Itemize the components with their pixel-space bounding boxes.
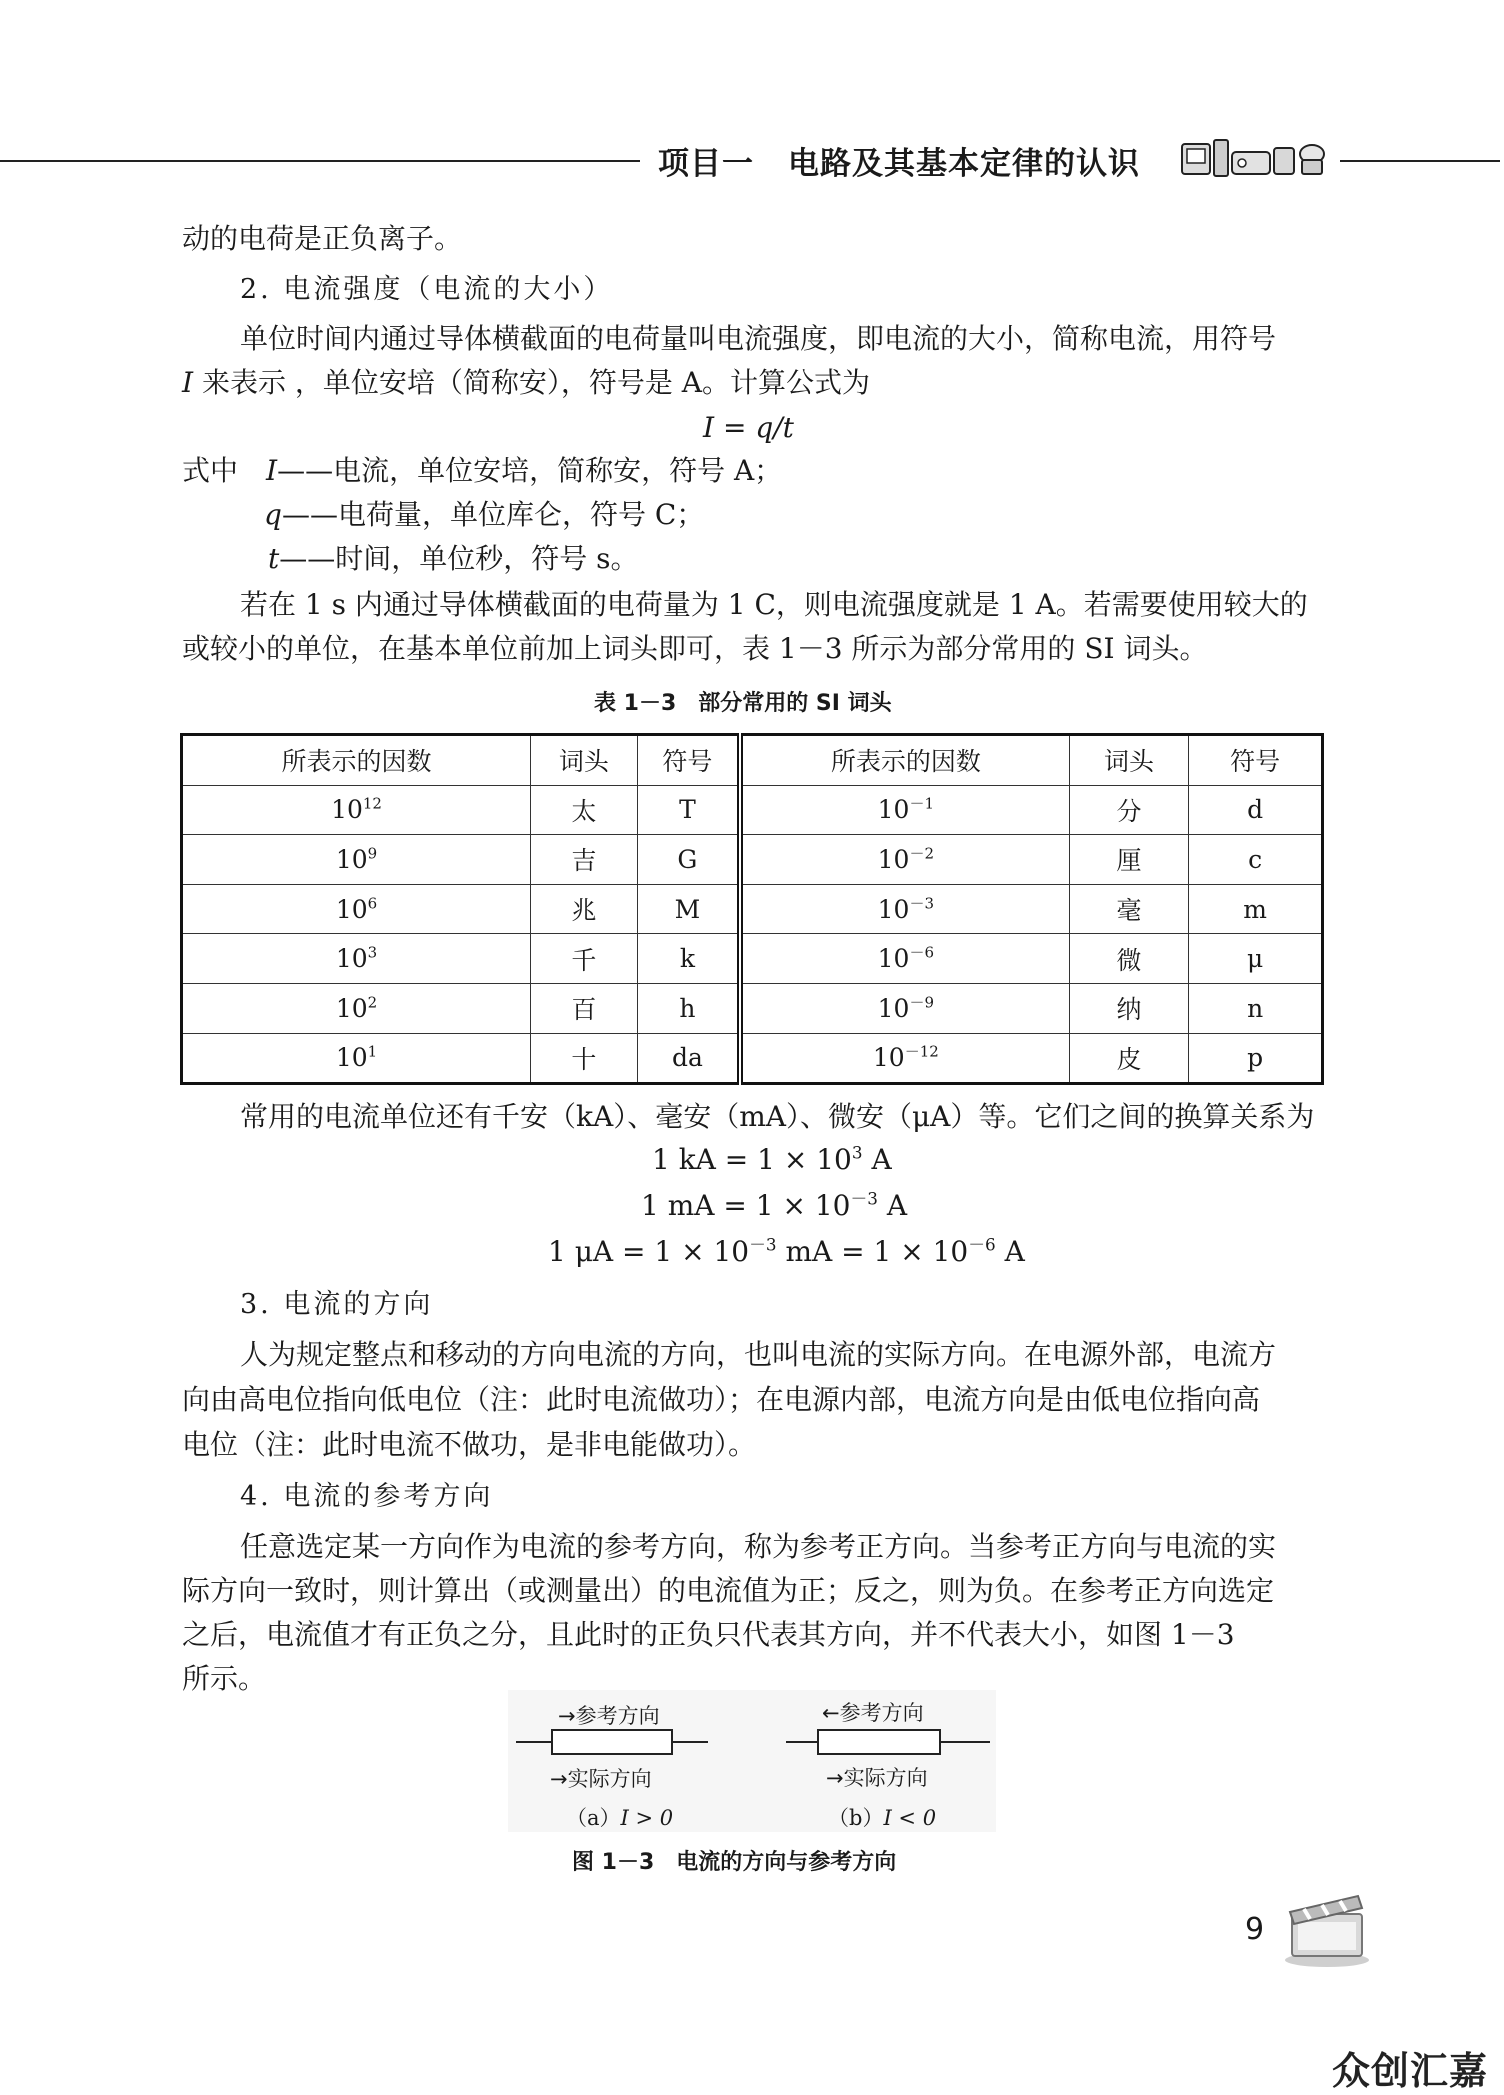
prefix-cell: 千 xyxy=(531,934,638,984)
prefix-cell: 兆 xyxy=(531,884,638,934)
table-caption: 表 1－3 部分常用的 SI 词头 xyxy=(594,691,892,716)
col-header-prefix: 词头 xyxy=(1069,735,1189,786)
symbol-cell: T xyxy=(637,785,740,835)
factor-cell: $10^6$ xyxy=(182,884,531,934)
definition-charge: q——电荷量，单位库仑，符号 C； xyxy=(264,498,705,531)
symbol-cell: M xyxy=(637,884,740,934)
prefix-cell: 吉 xyxy=(531,835,638,885)
col-header-factor: 所表示的因数 xyxy=(182,735,531,786)
page-number: 9 xyxy=(1245,1912,1265,1947)
table-row xyxy=(182,884,1323,934)
factor-cell: $10^{-6}$ xyxy=(740,934,1069,984)
table-row xyxy=(182,934,1323,984)
symbol-cell: n xyxy=(1189,983,1323,1033)
paragraph-current-strength-line1: 单位时间内通过导体横截面的电荷量叫电流强度，即电流的大小，简称电流，用符号 xyxy=(240,322,1277,355)
fig-b-actual-direction: →实际方向 xyxy=(826,1766,928,1790)
table-row xyxy=(182,983,1323,1033)
factor-cell: $10^{-3}$ xyxy=(740,884,1069,934)
symbol-cell: G xyxy=(637,835,740,885)
prefix-cell: 分 xyxy=(1069,785,1189,835)
factor-cell: $10^3$ xyxy=(182,934,531,984)
resistor-b xyxy=(818,1730,940,1754)
section-heading-2: 2. 电流强度（电流的大小） xyxy=(240,274,614,305)
formula-current: I = q/t xyxy=(703,411,794,444)
watermark: 众创汇嘉 xyxy=(1332,2049,1489,2093)
table-header-row xyxy=(182,735,1323,786)
header-chapter-title: 电路及其基本定律的认识 xyxy=(788,146,1140,182)
paragraph-current-strength-line2: I 来表示 ，单位安培（简称安），符号是 A。计算公式为 xyxy=(182,366,870,399)
symbol-cell: da xyxy=(637,1033,740,1084)
symbol-cell: μ xyxy=(1189,934,1323,984)
factor-cell: $10^{-9}$ xyxy=(740,983,1069,1033)
factor-cell: $10^9$ xyxy=(182,835,531,885)
col-header-factor: 所表示的因数 xyxy=(740,735,1069,786)
fig-b-label: （b）I < 0 xyxy=(828,1806,937,1830)
table-row xyxy=(182,785,1323,835)
section-heading-4: 4. 电流的参考方向 xyxy=(240,1481,494,1512)
page-header-title xyxy=(658,138,1140,183)
symbol-cell: d xyxy=(1189,785,1323,835)
si-prefix-table xyxy=(180,733,1324,1085)
clapperboard-icon xyxy=(1282,1888,1372,1968)
fig-a-actual-direction: →实际方向 xyxy=(550,1767,652,1791)
factor-cell: $10^1$ xyxy=(182,1033,531,1084)
prefix-cell: 皮 xyxy=(1069,1033,1189,1084)
symbol-cell: k xyxy=(637,934,740,984)
prefix-cell: 毫 xyxy=(1069,884,1189,934)
definition-current: I——电流，单位安培，简称安，符号 A； xyxy=(266,454,783,487)
figure-caption: 图 1－3 电流的方向与参考方向 xyxy=(572,1850,897,1875)
col-header-symbol: 符号 xyxy=(637,735,740,786)
paragraph-direction-line2: 向由高电位指向低电位（注：此时电流做功）；在电源内部，电流方向是由低电位指向高 xyxy=(182,1383,1261,1416)
header-project: 项目一 xyxy=(658,146,754,182)
paragraph-reference-line2: 际方向一致时，则计算出（或测量出）的电流值为正；反之，则为负。在参考正方向选定 xyxy=(182,1574,1275,1607)
conversion-ma: 1 mA = $1 \times 10^{-3}$ A xyxy=(641,1188,908,1222)
prefix-cell: 太 xyxy=(531,785,638,835)
prefix-cell: 厘 xyxy=(1069,835,1189,885)
paragraph-current-units: 常用的电流单位还有千安（kA）、毫安（mA）、微安（μA）等。它们之间的换算关系为 xyxy=(240,1100,1315,1133)
symbol-cell: h xyxy=(637,983,740,1033)
conversion-ua: 1 $\mu A = 1 \times 10^{-3}$ mA = $1 \times 10^{-6}$ A xyxy=(548,1234,1025,1268)
paragraph-reference-line4: 所示。 xyxy=(182,1662,267,1695)
factor-cell: $10^{-12}$ xyxy=(740,1033,1069,1084)
factor-cell: $10^2$ xyxy=(182,983,531,1033)
prefix-cell: 百 xyxy=(531,983,638,1033)
prefix-cell: 微 xyxy=(1069,934,1189,984)
fig-a-label: （a）I > 0 xyxy=(566,1806,674,1830)
header-appliance-icons xyxy=(1180,138,1328,180)
continued-line: 动的电荷是正负离子。 xyxy=(182,222,463,255)
col-header-symbol: 符号 xyxy=(1189,735,1323,786)
header-rule-left xyxy=(0,160,640,162)
table-row xyxy=(182,835,1323,885)
paragraph-direction-line3: 电位（注：此时电流不做功，是非电能做功）。 xyxy=(182,1428,757,1461)
symbol-cell: c xyxy=(1189,835,1323,885)
fig-a-reference-direction: →参考方向 xyxy=(558,1704,660,1728)
factor-cell: $10^{12}$ xyxy=(182,785,531,835)
symbol-cell: p xyxy=(1189,1033,1323,1084)
symbol-I: I xyxy=(182,366,194,399)
definition-time: t——时间，单位秒，符号 s。 xyxy=(268,542,639,575)
definition-lead: 式中 xyxy=(182,454,239,487)
paragraph-si-prefix-line2: 或较小的单位，在基本单位前加上词头即可，表 1－3 所示为部分常用的 SI 词头。 xyxy=(182,632,1208,665)
factor-cell: $10^{-1}$ xyxy=(740,785,1069,835)
paragraph-reference-line1: 任意选定某一方向作为电流的参考方向，称为参考正方向。当参考正方向与电流的实 xyxy=(240,1530,1277,1563)
symbol-cell: m xyxy=(1189,884,1323,934)
header-rule-right xyxy=(1340,160,1500,162)
paragraph-reference-line3: 之后，电流值才有正负之分，且此时的正负只代表其方向，并不代表大小，如图 1－3 xyxy=(182,1618,1235,1651)
factor-cell: $10^{-2}$ xyxy=(740,835,1069,885)
paragraph-si-prefix-line1: 若在 1 s 内通过导体横截面的电荷量为 1 C，则电流强度就是 1 A。若需要使用较大的 xyxy=(240,588,1308,621)
conversion-ka: 1 kA = $1 \times 10^3$ A xyxy=(652,1142,892,1176)
prefix-cell: 纳 xyxy=(1069,983,1189,1033)
table-row xyxy=(182,1033,1323,1084)
paragraph-direction-line1: 人为规定整点和移动的方向电流的方向，也叫电流的实际方向。在电源外部，电流方 xyxy=(240,1338,1277,1371)
section-heading-3: 3. 电流的方向 xyxy=(240,1289,434,1320)
prefix-cell: 十 xyxy=(531,1033,638,1084)
fig-b-reference-direction: ←参考方向 xyxy=(822,1701,924,1725)
resistor-a xyxy=(552,1730,672,1754)
col-header-prefix: 词头 xyxy=(531,735,638,786)
